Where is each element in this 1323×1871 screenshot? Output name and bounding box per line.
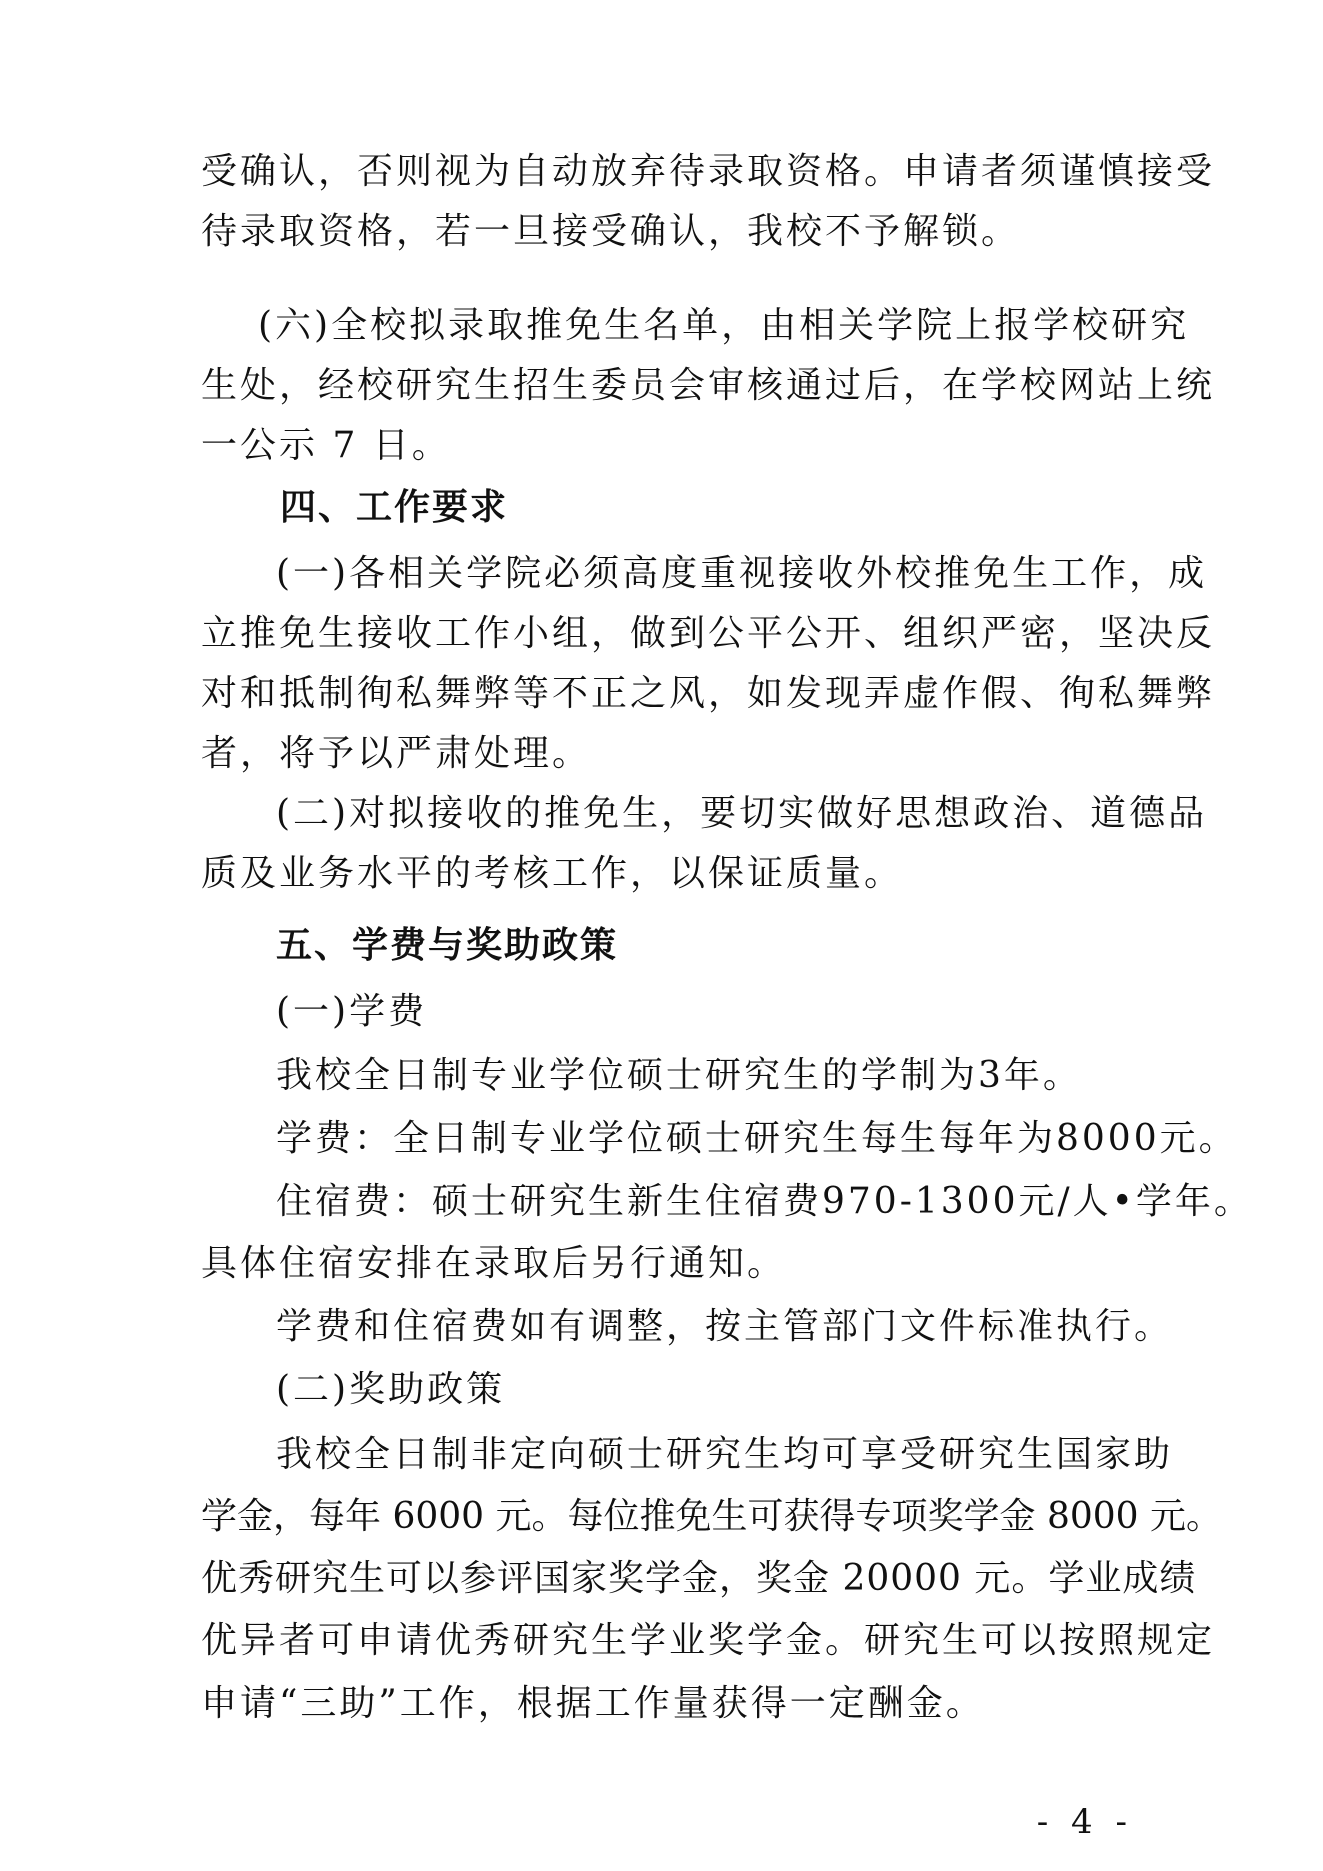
paragraph-line: (一)各相关学院必须高度重视接收外校推免生工作，成 <box>276 553 1208 594</box>
paragraph-line: (二)对拟接收的推免生，要切实做好思想政治、道德品 <box>276 793 1208 834</box>
paragraph-line: 住宿费：硕士研究生新生住宿费970-1300元/人•学年。 <box>276 1181 1253 1222</box>
paragraph-line: (二)奖助政策 <box>276 1369 506 1410</box>
paragraph-line: (一)学费 <box>276 991 428 1032</box>
paragraph-line: 学费和住宿费如有调整，按主管部门文件标准执行。 <box>276 1306 1174 1347</box>
paragraph-line: 学金，每年 6000 元。每位推免生可获得专项奖学金 8000 元。 <box>201 1496 1223 1537</box>
paragraph-line: 待录取资格，若一旦接受确认，我校不予解锁。 <box>201 211 1021 252</box>
paragraph-line: 者，将予以严肃处理。 <box>201 733 592 774</box>
paragraph-line: 我校全日制非定向硕士研究生均可享受研究生国家助 <box>276 1434 1174 1475</box>
paragraph-line: 我校全日制专业学位硕士研究生的学制为3年。 <box>276 1055 1082 1096</box>
paragraph-line: 一公示 7 日。 <box>201 425 451 466</box>
paragraph-line: 对和抵制徇私舞弊等不正之风，如发现弄虚作假、徇私舞弊 <box>201 673 1216 714</box>
section-heading: 四、工作要求 <box>280 487 509 528</box>
page-number: - 4 - <box>1036 1802 1133 1842</box>
paragraph-line: 立推免生接收工作小组，做到公平公开、组织严密，坚决反 <box>201 613 1216 654</box>
paragraph-line: 优异者可申请优秀研究生学业奖学金。研究生可以按照规定 <box>201 1620 1216 1661</box>
paragraph-line: 具体住宿安排在录取后另行通知。 <box>201 1243 787 1284</box>
paragraph-line: 受确认，否则视为自动放弃待录取资格。申请者须谨慎接受 <box>201 151 1216 192</box>
paragraph-line: (六)全校拟录取推免生名单，由相关学院上报学校研究 <box>258 305 1190 346</box>
section-heading: 五、学费与奖助政策 <box>276 925 619 966</box>
paragraph-line: 生处，经校研究生招生委员会审核通过后，在学校网站上统 <box>201 365 1216 406</box>
paragraph-line: 学费：全日制专业学位硕士研究生每生每年为8000元。 <box>276 1118 1238 1159</box>
paragraph-line: 优秀研究生可以参评国家奖学金，奖金 20000 元。学业成绩 <box>201 1558 1197 1599</box>
paragraph-line: 质及业务水平的考核工作，以保证质量。 <box>201 853 904 894</box>
paragraph-line: 申请“三助”工作，根据工作量获得一定酬金。 <box>201 1683 985 1724</box>
